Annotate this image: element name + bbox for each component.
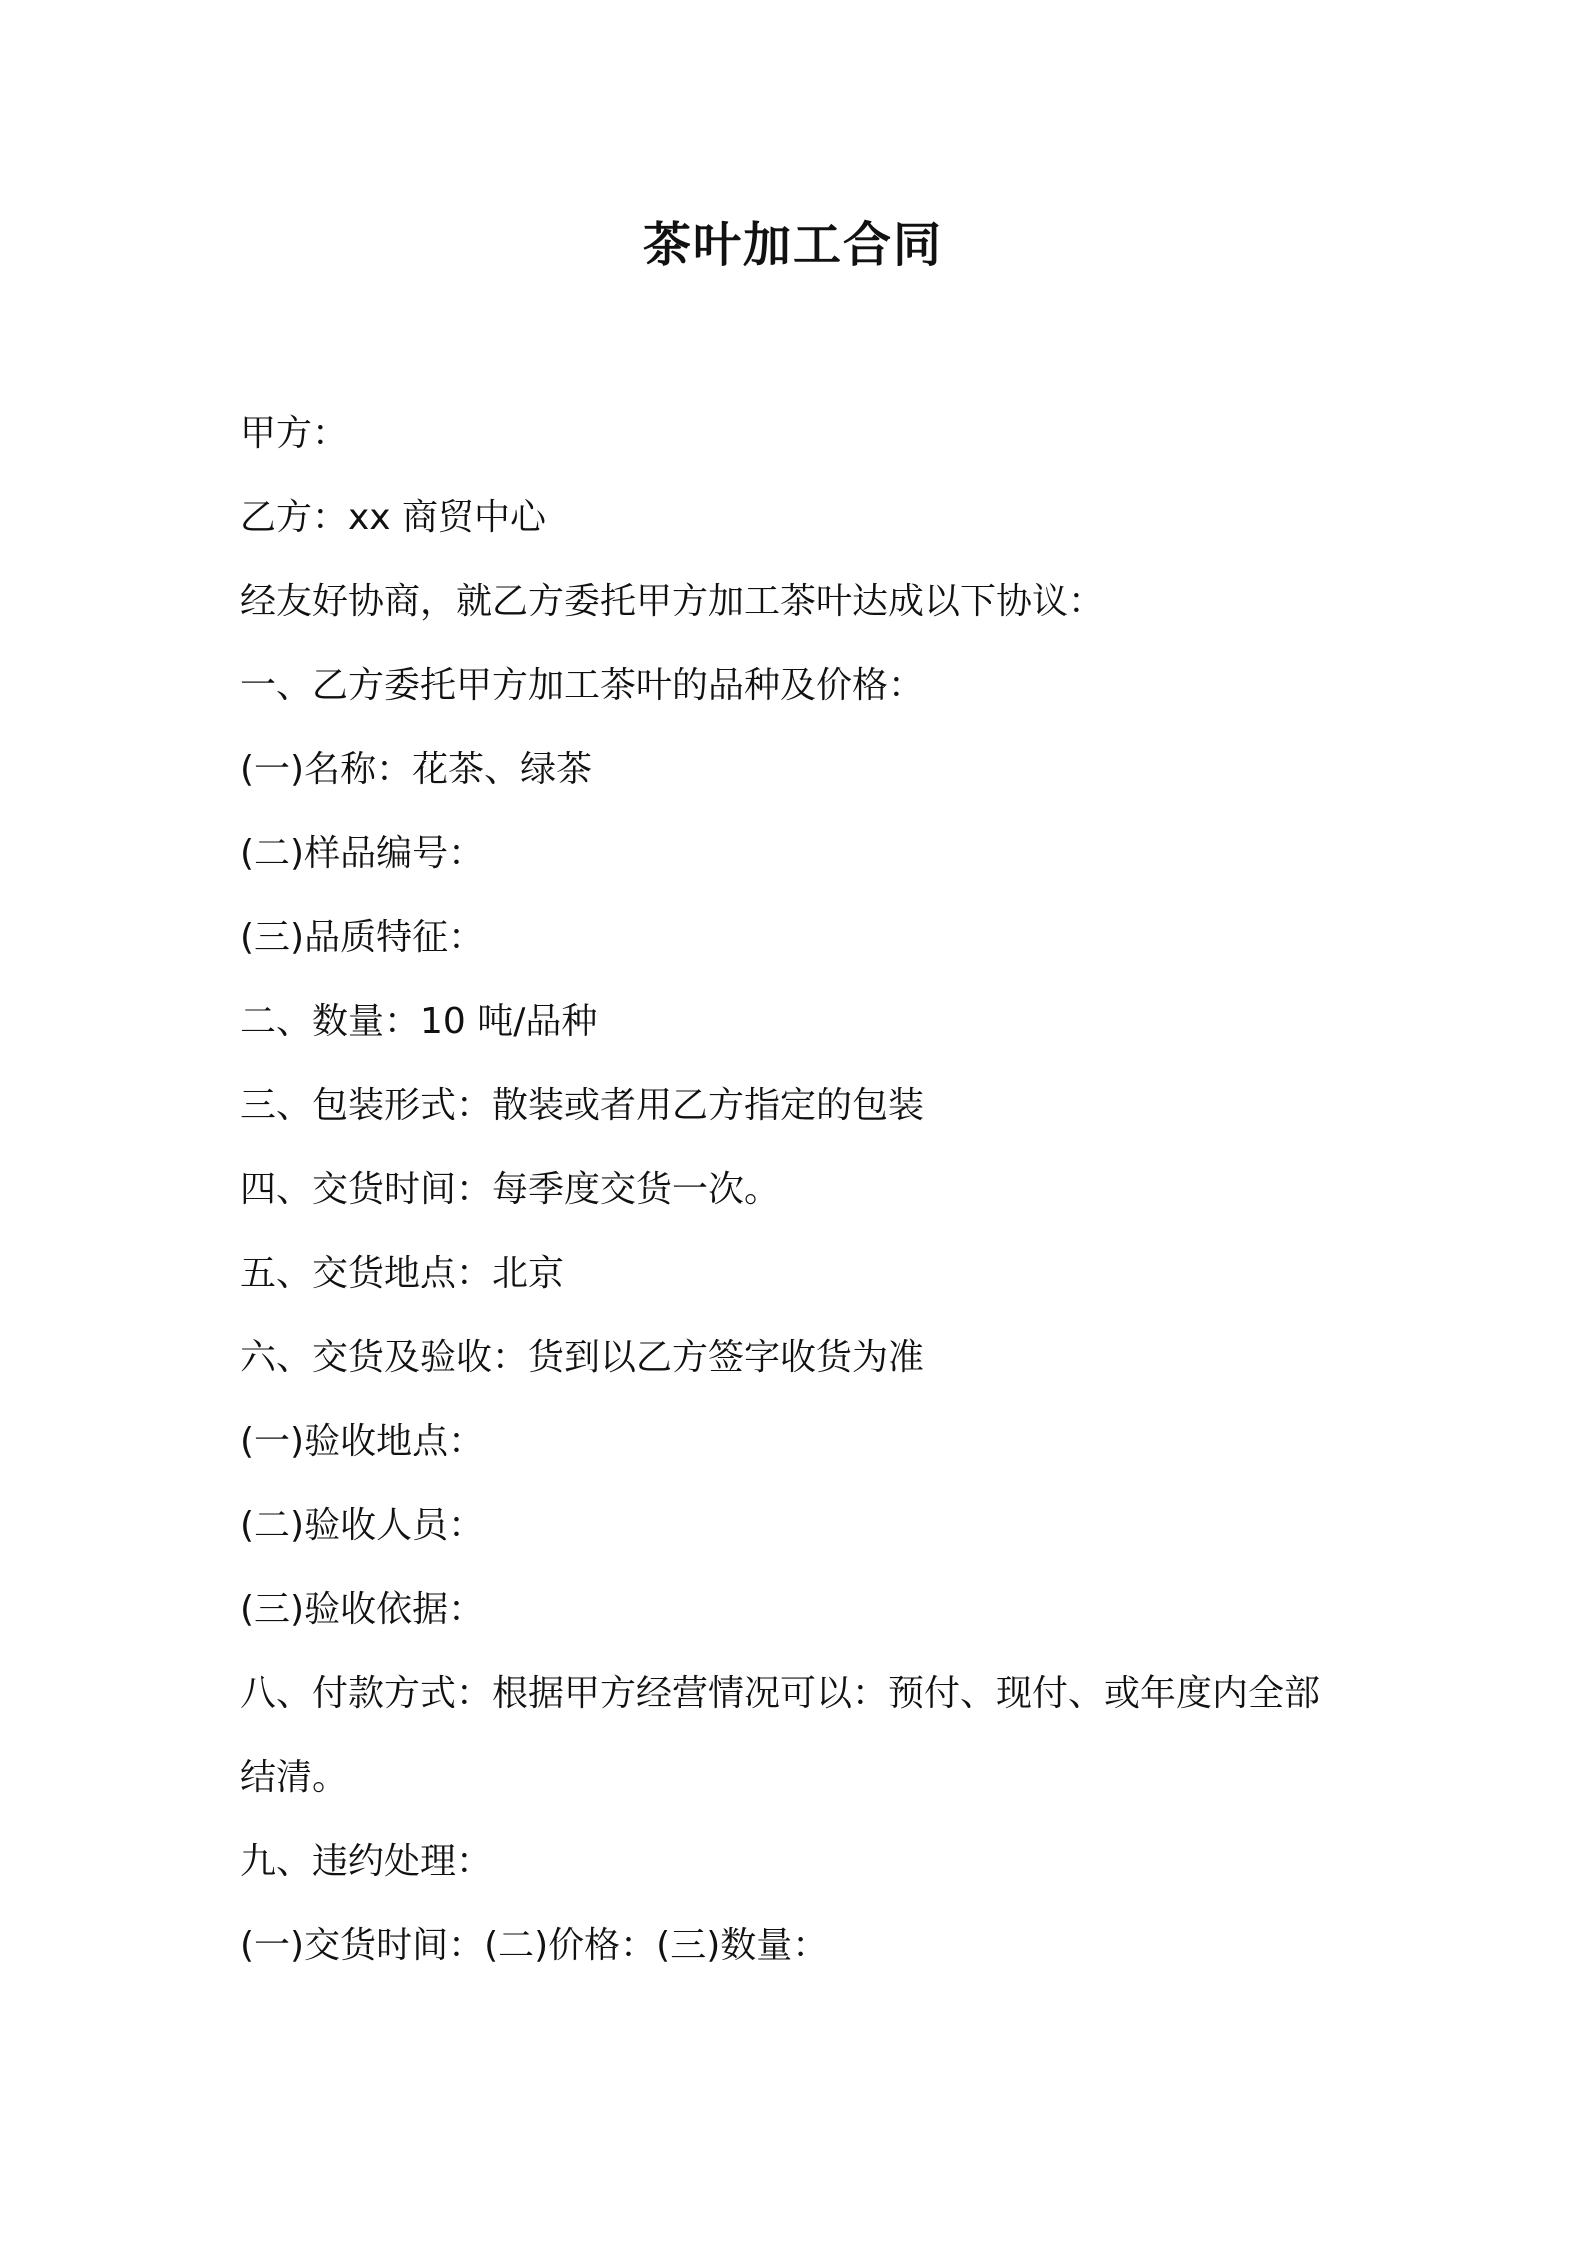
clause-1-heading: 一、乙方委托甲方加工茶叶的品种及价格：: [240, 665, 925, 706]
clause-6-acceptance: 六、交货及验收：货到以乙方签字收货为准: [240, 1337, 925, 1378]
clause-2-quantity: 二、数量：10 吨/品种: [240, 1001, 598, 1042]
document-title: 茶叶加工合同: [642, 217, 943, 273]
clause-1-item-2: (二)样品编号：: [240, 833, 485, 874]
party-b-line: 乙方：xx 商贸中心: [240, 497, 547, 538]
clause-6-item-2: (二)验收人员：: [240, 1505, 485, 1546]
clause-6-item-3: (三)验收依据：: [240, 1589, 485, 1630]
clause-1-item-3: (三)品质特征：: [240, 917, 485, 958]
clause-6-item-1: (一)验收地点：: [240, 1421, 485, 1462]
clause-9-items: (一)交货时间：(二)价格：(三)数量：: [240, 1925, 829, 1966]
clause-1-item-1: (一)名称：花茶、绿茶: [240, 749, 593, 790]
clause-3-packaging: 三、包装形式：散装或者用乙方指定的包装: [240, 1085, 925, 1126]
preamble-line: 经友好协商，就乙方委托甲方加工茶叶达成以下协议：: [240, 581, 1105, 622]
clause-5-delivery-place: 五、交货地点：北京: [240, 1253, 565, 1294]
clause-8-payment: 八、付款方式：根据甲方经营情况可以：预付、现付、或年度内全部: [240, 1673, 1321, 1714]
clause-4-delivery-time: 四、交货时间：每季度交货一次。: [240, 1169, 781, 1210]
clause-9-breach: 九、违约处理：: [240, 1841, 493, 1882]
clause-8-payment-cont: 结清。: [240, 1757, 349, 1798]
party-a-line: 甲方：: [240, 413, 349, 454]
